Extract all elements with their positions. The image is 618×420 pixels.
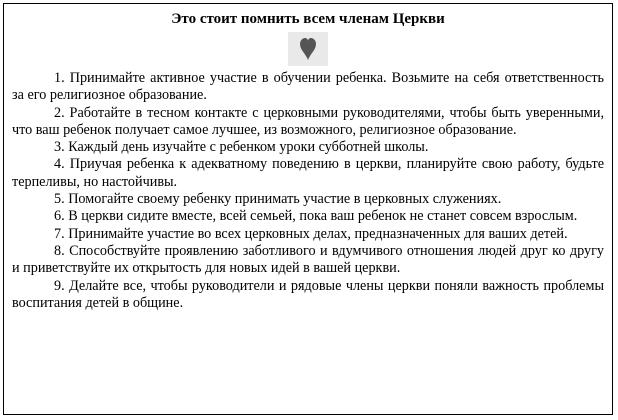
list-item: 5. Помогайте своему ребенку принимать участие в церковных служениях. — [54, 191, 502, 208]
heart-icon — [288, 32, 328, 66]
heart-icon-graphic — [299, 37, 317, 61]
list-item: 3. Каждый день изучайте с ребенком уроки субботней школы. — [54, 139, 429, 156]
list-item: 6. В церкви сидите вместе, всей семьей, пока ваш ребенок не станет совсем взрослым. — [54, 208, 578, 225]
list-item: 9. Делайте все, чтобы руководители и рядовые члены церкви поняли важность проблемы воспитания детей в общине. — [12, 277, 604, 311]
list-item: 2. Работайте в тесном контакте с церковными руководителями, чтобы быть уверенными, что ваш ребенок получает самое лучшее, из возможного, религиозное образование. — [12, 104, 604, 138]
list-item: 1. Принимайте активное участие в обучении ребенка. Возьмите на себя ответственность за его религиозное образование. — [12, 70, 604, 104]
list-item: 8. Способствуйте проявлению заботливого и вдумчивого отношения людей друг ко другу и приветствуйте их открытость для новых идей в вашей церкви. — [12, 242, 604, 277]
list-item: 4. Приучая ребенка к адекватному поведению в церкви, планируйте свою работу, будьте терпеливы, но настойчивы. — [12, 156, 604, 190]
document-title: Это стоит помнить всем членам Церкви — [171, 11, 445, 27]
document-frame — [3, 3, 613, 415]
list-item: 7. Принимайте участие во всех церковных делах, предназначенных для ваших детей. — [54, 225, 568, 242]
recommendations-list — [12, 70, 604, 312]
